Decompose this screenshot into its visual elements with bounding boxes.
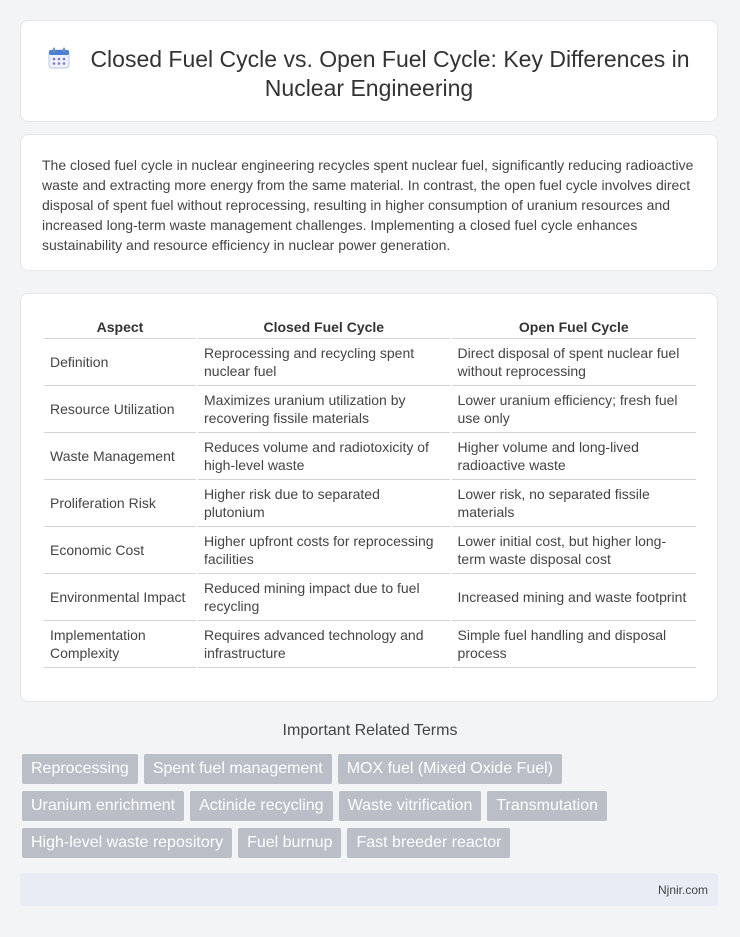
tag-high-level-waste-repository[interactable]: High-level waste repository — [22, 828, 232, 858]
open-cell: Direct disposal of spent nuclear fuel without reprocessing — [452, 339, 696, 386]
table-row — [44, 386, 696, 433]
table-header-row — [44, 314, 696, 339]
tag-reprocessing[interactable]: Reprocessing — [22, 754, 138, 784]
open-cell: Lower risk, no separated fissile materials — [452, 480, 696, 527]
header-open-fuel-cycle: Open Fuel Cycle — [452, 314, 696, 339]
page-title: Closed Fuel Cycle vs. Open Fuel Cycle: Key Differences in Nuclear Engineering — [90, 46, 690, 101]
tag-mox-fuel[interactable]: MOX fuel (Mixed Oxide Fuel) — [338, 754, 562, 784]
tag-actinide-recycling[interactable]: Actinide recycling — [190, 791, 333, 821]
closed-cell: Higher upfront costs for reprocessing facilities — [198, 527, 450, 574]
summary-paragraph: The closed fuel cycle in nuclear engineering recycles spent nuclear fuel, significantly reducing radioactive waste and extracting more energy from the same material. In contrast, the open fuel cycle involves direct disposal of spent fuel without reprocessing, resulting in higher consumption of uranium resources and increased long-term waste management challenges. Implementing a closed fuel cycle enhances sustainability and resource efficiency in nuclear power generation. — [42, 157, 694, 253]
header-card — [20, 20, 718, 122]
tag-fuel-burnup[interactable]: Fuel burnup — [238, 828, 341, 858]
open-cell: Lower uranium efficiency; fresh fuel use only — [452, 386, 696, 433]
tag-fast-breeder-reactor[interactable]: Fast breeder reactor — [347, 828, 510, 858]
open-cell: Simple fuel handling and disposal process — [452, 621, 696, 668]
footer-bar — [20, 873, 718, 906]
calendar-icon — [48, 47, 70, 69]
aspect-cell: Proliferation Risk — [44, 480, 196, 527]
tag-row — [22, 791, 722, 821]
aspect-cell: Economic Cost — [44, 527, 196, 574]
table-row — [44, 527, 696, 574]
closed-cell: Maximizes uranium utilization by recovering fissile materials — [198, 386, 450, 433]
aspect-cell: Definition — [44, 339, 196, 386]
closed-cell: Reduces volume and radiotoxicity of high-level waste — [198, 433, 450, 480]
tag-spent-fuel-management[interactable]: Spent fuel management — [144, 754, 332, 784]
table-row — [44, 480, 696, 527]
open-cell: Increased mining and waste footprint — [452, 574, 696, 621]
tag-row — [22, 828, 722, 858]
closed-cell: Reduced mining impact due to fuel recycling — [198, 574, 450, 621]
table-row — [44, 433, 696, 480]
related-terms-heading: Important Related Terms — [282, 722, 458, 739]
footer-site-name: Njnir.com — [657, 883, 708, 897]
tag-uranium-enrichment[interactable]: Uranium enrichment — [22, 791, 184, 821]
table-row — [44, 574, 696, 621]
tag-transmutation[interactable]: Transmutation — [487, 791, 607, 821]
aspect-cell: Implementation Complexity — [44, 621, 196, 668]
open-cell: Lower initial cost, but higher long-term waste disposal cost — [452, 527, 696, 574]
aspect-cell: Resource Utilization — [44, 386, 196, 433]
comparison-card — [20, 293, 718, 702]
table-row — [44, 339, 696, 386]
aspect-cell: Environmental Impact — [44, 574, 196, 621]
aspect-cell: Waste Management — [44, 433, 196, 480]
open-cell: Higher volume and long-lived radioactive waste — [452, 433, 696, 480]
header-closed-fuel-cycle: Closed Fuel Cycle — [198, 314, 450, 339]
summary-card — [20, 134, 718, 271]
comparison-table — [42, 314, 698, 668]
closed-cell: Higher risk due to separated plutonium — [198, 480, 450, 527]
closed-cell: Requires advanced technology and infrastructure — [198, 621, 450, 668]
table-row — [44, 621, 696, 668]
page-title-wrap — [21, 45, 717, 103]
tag-row — [22, 754, 722, 784]
tag-waste-vitrification[interactable]: Waste vitrification — [339, 791, 482, 821]
closed-cell: Reprocessing and recycling spent nuclear fuel — [198, 339, 450, 386]
related-terms-list — [22, 754, 722, 865]
header-aspect: Aspect — [44, 314, 196, 339]
